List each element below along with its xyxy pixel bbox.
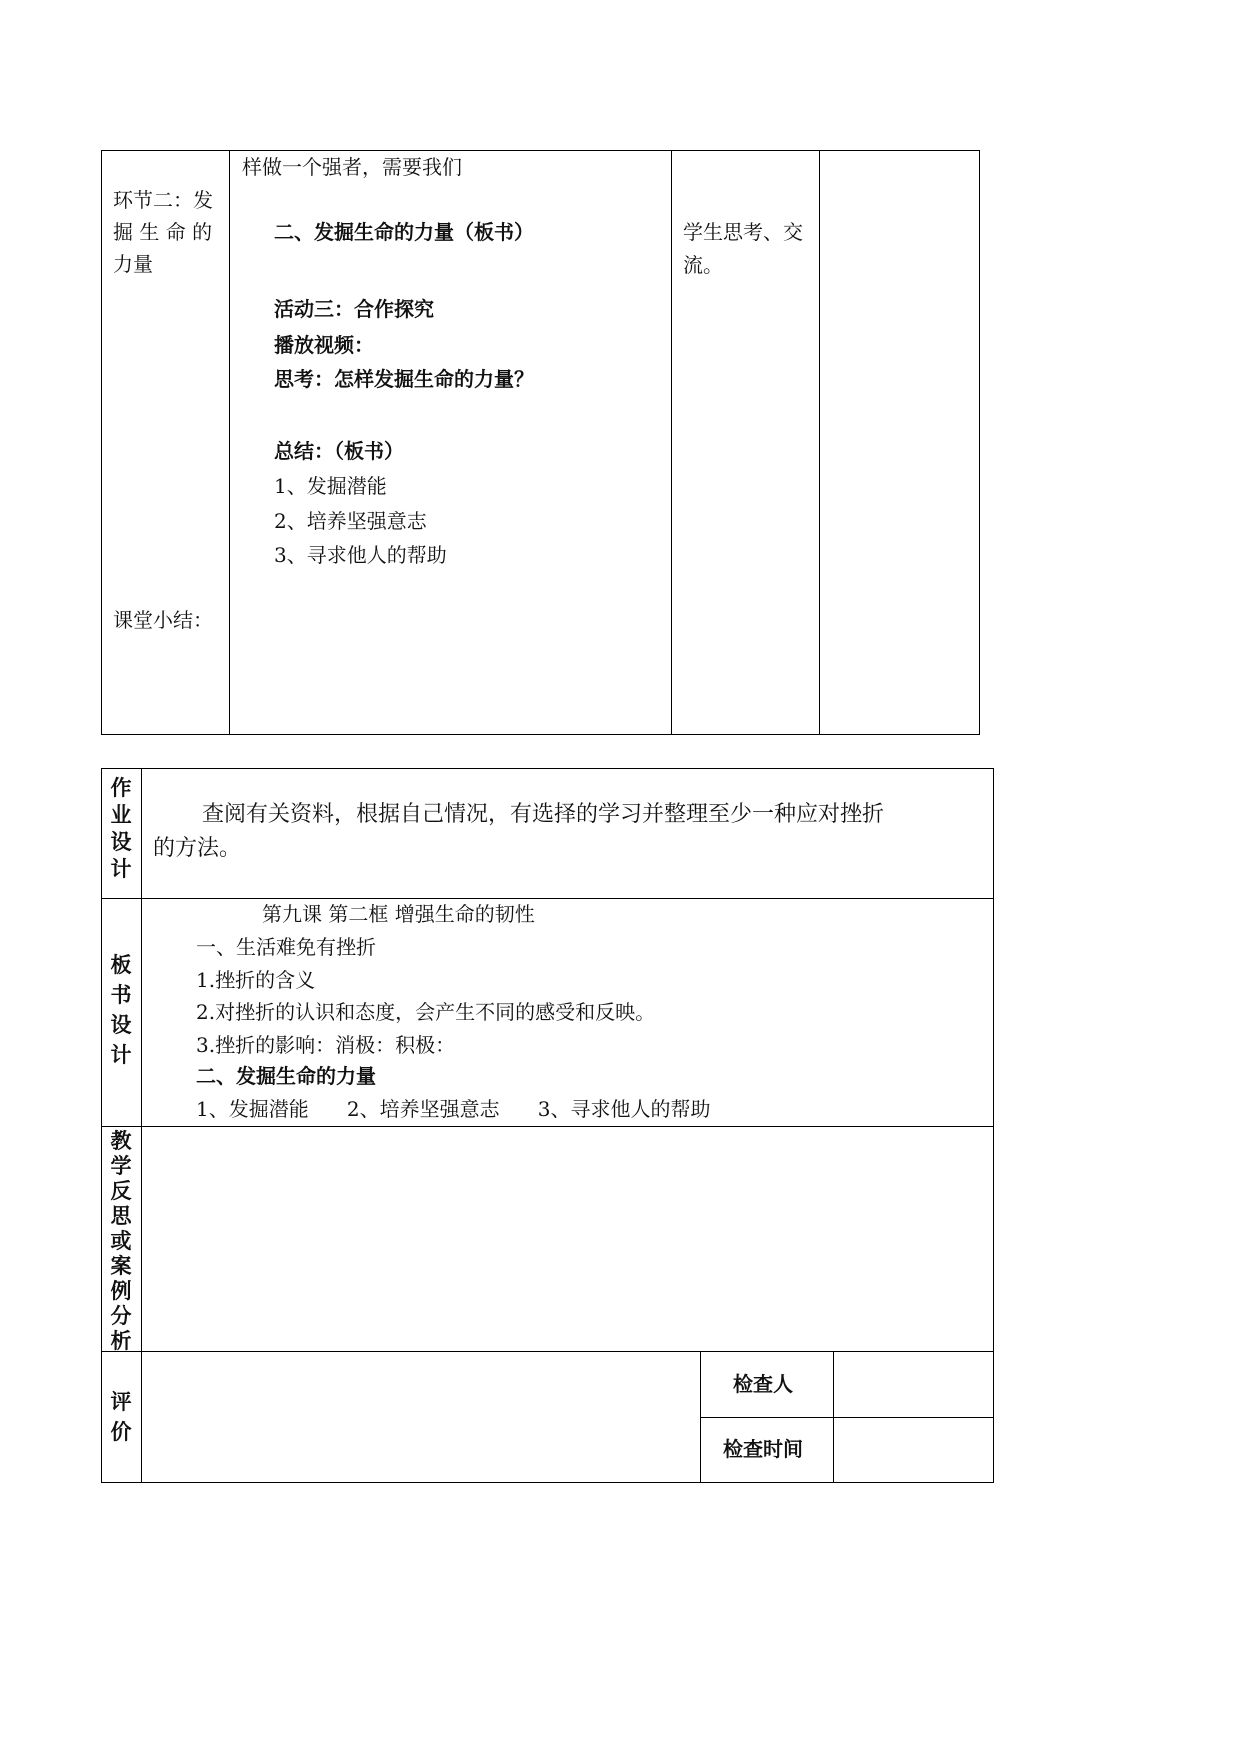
section-label-line2: 掘 生 命 的: [113, 220, 213, 244]
section-heading: 二、发掘生命的力量（板书）: [274, 220, 534, 244]
student-activity-line1: 学生思考、交: [683, 220, 803, 244]
reflection-label: 教学反思或案例分析: [110, 1129, 132, 1353]
play-video-label: 播放视频：: [274, 333, 374, 357]
homework-label: 作业设计: [110, 776, 132, 881]
section-label-line3: 力量: [113, 252, 153, 276]
board-design-label: 板书设计: [110, 953, 132, 1067]
summary-label: 课堂小结：: [113, 608, 213, 632]
board-line: 一、生活难免有挫折: [196, 935, 376, 959]
activity-title: 活动三：合作探究: [274, 297, 434, 321]
summary-point: 2、培养坚强意志: [274, 509, 427, 533]
student-activity-line2: 流。: [683, 253, 723, 277]
inspect-time-label: 检查时间: [723, 1437, 803, 1461]
homework-text-line2: 的方法。: [153, 836, 242, 861]
think-question: 思考：怎样发掘生命的力量？: [274, 367, 534, 391]
summary-point: 3、寻求他人的帮助: [274, 543, 447, 567]
board-line: 3.挫折的影响：消极：积极：: [196, 1033, 456, 1057]
section-label-line1: 环节二：发: [113, 188, 213, 212]
inspector-label: 检查人: [733, 1372, 793, 1396]
board-line: 1.挫折的含义: [196, 968, 316, 992]
board-line: 2.对挫折的认识和态度，会产生不同的感受和反映。: [196, 1000, 656, 1024]
summary-heading: 总结：（板书）: [274, 439, 404, 463]
evaluation-label: 评价: [110, 1390, 132, 1444]
summary-point: 1、发掘潜能: [274, 474, 387, 498]
board-line: 1、发掘潜能 2、培养坚强意志 3、寻求他人的帮助: [196, 1097, 711, 1121]
continued-text: 样做一个强者，需要我们: [242, 155, 462, 179]
board-title: 第九课 第二框 增强生命的韧性: [262, 902, 535, 926]
board-line-bold: 二、发掘生命的力量: [196, 1064, 376, 1088]
homework-text-line1: 查阅有关资料，根据自己情况，有选择的学习并整理至少一种应对挫折: [202, 802, 885, 827]
